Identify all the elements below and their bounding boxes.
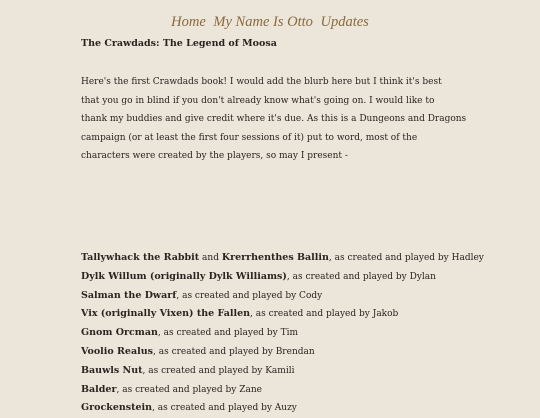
character-name: Bauwls Nut [81,364,143,376]
cast-row [81,287,521,306]
nav-link-home[interactable]: Home [171,14,206,30]
cast-credit: , as created and played by Cody [176,290,323,301]
character-name: Voolio Realus [81,345,153,357]
cast-credit: , as created and played by Hadley [328,253,484,263]
cast-row [81,324,521,343]
post-intro [81,73,481,166]
post-title: The Crawdads: The Legend of Moosa [81,38,277,49]
character-name: Krerrhenthes Ballin [221,252,329,263]
cast-credit: , as created and played by Kamili [142,365,295,376]
nav-link-updates[interactable]: Updates [320,14,369,30]
cast-row [81,381,521,400]
character-name: Balder [81,383,117,395]
cast-credit: , as created and played by Auzy [152,403,297,414]
character-name: Grockenstein [81,402,153,414]
intro-line: campaign (or at least the first four sessions of it) put to word, most of the [81,132,418,143]
cast-credit: , as created and played by Jakob [250,309,399,320]
character-name: Tallywhack the Rabbit [81,252,200,263]
cast-list [81,249,521,418]
cast-credit: , as created and played by Zane [116,384,262,395]
character-name: Dylk Willum (originally Dylk Williams) [81,270,287,282]
cast-joiner: and [199,253,222,263]
cast-credit: , as created and played by Brendan [153,346,315,357]
top-nav [0,14,540,31]
cast-row [81,249,521,268]
post-content [81,37,481,166]
intro-line: characters were created by the players, so may I present - [81,151,348,162]
cast-credit: , as created and played by Tim [157,328,299,339]
cast-row [81,399,521,418]
intro-line: that you go in blind if you don't already know what's going on. I would like to [81,95,435,106]
cast-row [81,343,521,362]
character-name: Salman the Dwarf [81,289,177,301]
cast-row [81,268,521,287]
character-name: Vix (originally Vixen) the Fallen [81,308,251,320]
nav-link-my-name-is-otto[interactable]: My Name Is Otto [213,14,313,30]
intro-line: Here's the first Crawdads book! I would add the blurb here but I think it's best [81,77,442,87]
cast-credit: , as created and played by Dylan [286,271,436,282]
intro-line: thank my buddies and give credit where it's due. As this is a Dungeons and Dragons [81,114,467,125]
cast-row [81,305,521,324]
character-name: Gnom Orcman [81,327,158,339]
cast-row [81,362,521,381]
